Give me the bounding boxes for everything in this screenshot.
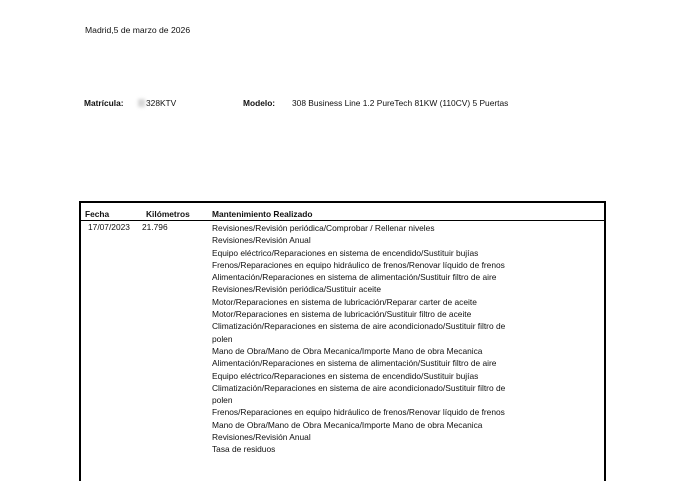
maintenance-line: Mano de Obra/Mano de Obra Mecanica/Importe Mano de obra Mecanica: [212, 419, 483, 430]
maintenance-line: Revisiones/Revisión periódica/Comprobar / Rellenar niveles: [212, 223, 435, 233]
redacted-plate-prefix: [138, 99, 145, 107]
row-fecha: 17/07/2023: [88, 222, 130, 232]
maintenance-line: Tasa de residuos: [212, 444, 276, 455]
document-date: Madrid,5 de marzo de 2026: [85, 25, 191, 35]
modelo-label: Modelo:: [243, 98, 276, 108]
maintenance-lines: [212, 222, 542, 456]
maintenance-line: Alimentación/Reparaciones en sistema de alimentación/Sustituir filtro de aire: [212, 272, 497, 283]
header-divider: [81, 220, 604, 221]
maintenance-line: Climatización/Reparaciones en sistema de aire acondicionado/Sustituir filtro de: [212, 382, 506, 393]
matricula-value: 328KTV: [146, 98, 177, 108]
row-kilometros: 21.796: [142, 222, 168, 232]
maintenance-line: Revisiones/Revisión Anual: [212, 235, 311, 246]
matricula-value-wrap: [138, 98, 176, 108]
maintenance-line: polen: [212, 395, 233, 406]
maintenance-line: Mano de Obra/Mano de Obra Mecanica/Importe Mano de obra Mecanica: [212, 345, 483, 356]
maintenance-line: Equipo eléctrico/Reparaciones en sistema de encendido/Sustituir bujías: [212, 247, 479, 258]
maintenance-line: Equipo eléctrico/Reparaciones en sistema de encendido/Sustituir bujías: [212, 370, 479, 381]
maintenance-table: [79, 201, 606, 481]
header-kilometros: Kilómetros: [146, 209, 190, 219]
maintenance-line: polen: [212, 333, 233, 344]
maintenance-line: Revisiones/Revisión Anual: [212, 432, 311, 443]
maintenance-line: Frenos/Reparaciones en equipo hidráulico de frenos/Renovar líquido de frenos: [212, 259, 505, 270]
header-mantenimiento: Mantenimiento Realizado: [212, 209, 313, 219]
maintenance-line: Frenos/Reparaciones en equipo hidráulico de frenos/Renovar líquido de frenos: [212, 407, 505, 418]
header-fecha: Fecha: [85, 209, 110, 219]
maintenance-line: Motor/Reparaciones en sistema de lubricación/Sustituir filtro de aceite: [212, 309, 472, 320]
maintenance-line: Climatización/Reparaciones en sistema de aire acondicionado/Sustituir filtro de: [212, 321, 506, 332]
maintenance-line: Revisiones/Revisión periódica/Sustituir aceite: [212, 284, 381, 295]
matricula-label: Matrícula:: [84, 98, 124, 108]
maintenance-line: Motor/Reparaciones en sistema de lubricación/Reparar carter de aceite: [212, 296, 477, 307]
modelo-value: 308 Business Line 1.2 PureTech 81KW (110CV) 5 Puertas: [292, 98, 509, 108]
maintenance-line: Alimentación/Reparaciones en sistema de alimentación/Sustituir filtro de aire: [212, 358, 497, 369]
